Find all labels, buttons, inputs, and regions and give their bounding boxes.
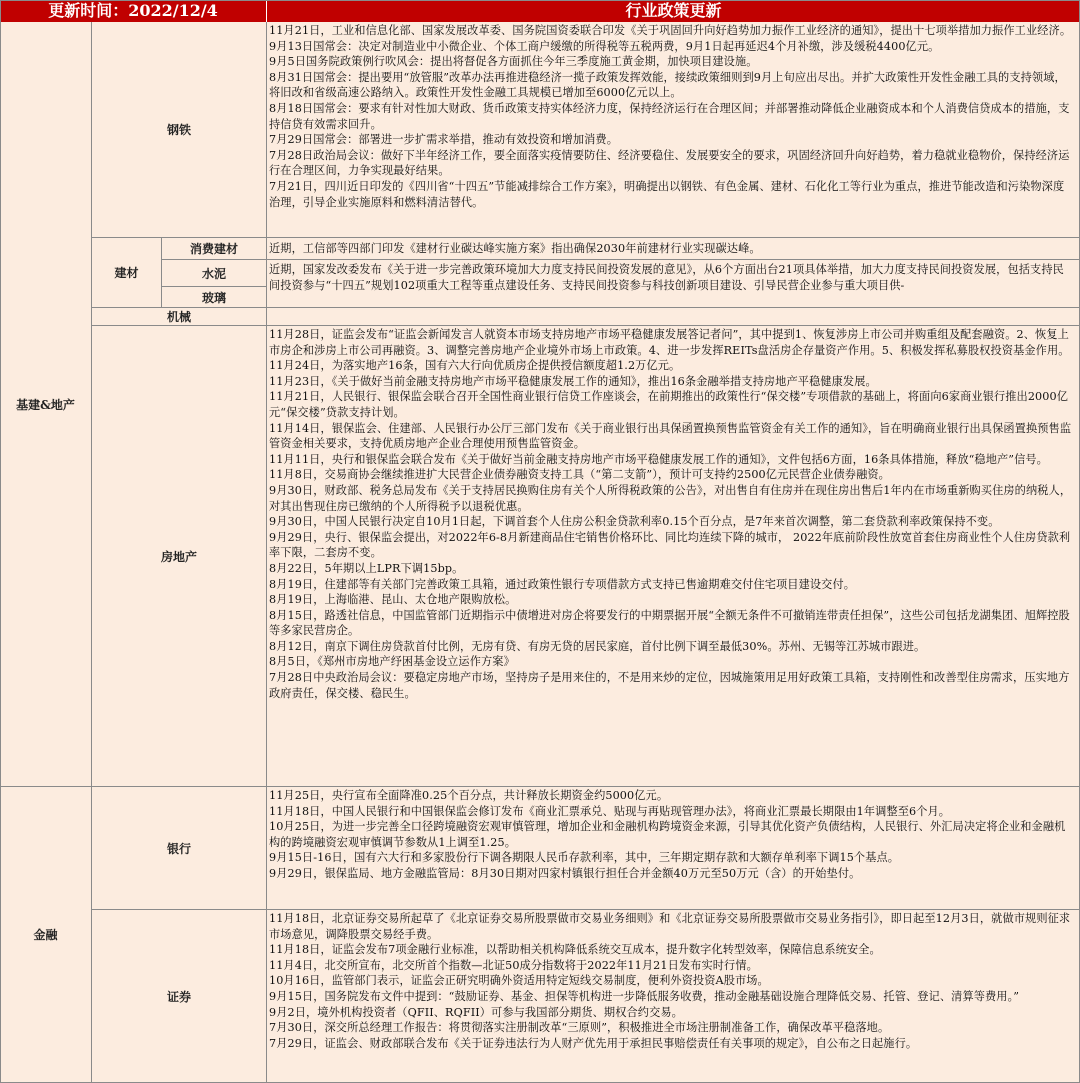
policy-item: 9月30日，中国人民银行决定自10月1日起，下调首套个人住房公积金贷款利率0.15个百分点，是7年来首次调整，第二套贷款利率政策保持不变。 [269, 515, 1000, 529]
policy-item: 11月24日，为落实地产16条，国有六大行向优质房企提供授信额度超1.2万亿元。 [269, 359, 681, 373]
policy-item: 11月14日，银保监会、住建部、人民银行办公厅三部门发布《关于商业银行出具保函置换预售监管资金有关工作的通知》，旨在明确商业银行出具保函置换预售监管资金相关要求，支持优质房地产企业合理使用预售监管资金。 [269, 421, 1072, 451]
subcategory-machinery [92, 308, 267, 326]
policy-item: 11月8日，交易商协会继续推进扩大民营企业债券融资支持工具（“第二支箭”），预计可支持约2500亿元民营企业债券融资。 [269, 468, 890, 482]
policy-item: 11月23日，《关于做好当前金融支持房地产市场平稳健康发展工作的通知》，推出16条金融举措支持房地产平稳健康发展。 [269, 374, 877, 388]
policy-item: 9月29日，央行、银保监会提出，对2022年6-8月新建商品住宅销售价格环比、同比均连续下降的城市， 2022年底前阶段性放宽首套住房商业性个人住房贷款利率下限，二套房不变。 [269, 530, 1071, 560]
policy-item: 11月18日，北京证券交易所起草了《北京证券交易所股票做市交易业务细则》和《北京证券交易所股票做市交易业务指引》，即日起至12月3日，就做市规则征求市场意见，调降股票交易经手费。 [269, 912, 1071, 941]
subcategory-label: 机械 [166, 310, 191, 324]
policy-item: 8月22日，5年期以上LPR下调15bp。 [269, 561, 464, 575]
subcategory-label: 钢铁 [166, 123, 191, 137]
policy-item: 8月12日，南京下调住房贷款首付比例，无房有贷、有房无贷的居民家庭，首付比例下调至最低30%。苏州、无锡等江苏城市跟进。 [269, 639, 926, 653]
policy-item: 7月29日，证监会、财政部联合发布《关于证券违法行为人财产优先用于承担民事赔偿责任有关事项的规定》，自公布之日起施行。 [269, 1036, 918, 1050]
policy-item: 10月16日，监管部门表示，证监会正研究明确外资适用特定短线交易制度，便利外资投资A股市场。 [269, 974, 769, 988]
policy-item: 7月21日，四川近日印发的《四川省“十四五”节能减排综合工作方案》，明确提出以钢铁、有色金属、建材、石化化工等行业为重点，推进节能改造和污染物深度治理，引导企业实施原料和燃料清洁替代。 [269, 179, 1065, 209]
policy-item: 11月11日，央行和银保监会联合发布《关于做好当前金融支持房地产市场平稳健康发展工作的通知》，文件包括6方面，16条具体措施，释放“稳地产”信号。 [269, 452, 1048, 466]
subcategory-glass [162, 287, 267, 308]
update-time-header: 更新时间：2022/12/4 [0, 0, 267, 22]
policy-item: 11月21日，人民银行、银保监会联合召开全国性商业银行信贷工作座谈会，在前期推出的政策性行“保交楼”专项借款的基础上，将面向6家商业银行推出2000亿元“保交楼”贷款支持计划。 [269, 390, 1069, 419]
real-estate-policies [267, 326, 1080, 787]
subcategory-building-materials [92, 238, 162, 308]
policy-item: 8月18日国常会：要求有针对性加大财政、货币政策支持实体经济力度，保持经济运行在合理区间；并部署推动降低企业融资成本和个人消费信贷成本的措施，支持信贷有效需求回升。 [269, 101, 1070, 131]
policy-item: 7月30日，深交所总经理工作报告：将贯彻落实注册制改革“三原则”，积极推进全市场注册制准备工作，确保改革平稳落地。 [269, 1021, 890, 1035]
policy-item: 8月15日，路透社信息，中国监管部门近期指示中债增进对房企将要发行的中期票据开展“全额无条件不可撤销连带责任担保”，这些公司包括龙湖集团、旭辉控股等多家民营房企。 [269, 608, 1070, 638]
category-infra-realestate [0, 22, 92, 787]
policy-item: 7月29日国常会：部署进一步扩需求举措，推动有效投资和增加消费。 [269, 133, 618, 147]
policy-item: 9月30日，财政部、税务总局发布《关于支持居民换购住房有关个人所得税政策的公告》，对出售自有住房并在现住房出售后1年内在市场重新购买住房的纳税人，对其出售现住房已缴纳的个人所得税予以退税优惠。 [269, 483, 1072, 513]
subcategory-label: 消费建材 [189, 242, 238, 256]
subcategory-label: 房地产 [160, 549, 197, 564]
subcategory-real-estate [92, 326, 267, 787]
subcategory-label: 建材 [114, 266, 139, 280]
policy-item: 11月28日，证监会发布“证监会新闻发言人就资本市场支持房地产市场平稳健康发展答记者问”，其中提到1、恢复涉房上市公司并购重组及配套融资。2、恢复上市房企和涉房上市公司再融资。3、调整完善房地产企业境外市场上市政策。4、进一步发挥REITs盘活房企存量资产作用。5、积极发挥私募股权投资基金作用。 [269, 328, 1070, 357]
banking-policies [267, 787, 1080, 910]
policy-item: 11月25日，央行宣布全面降准0.25个百分点，共计释放长期资金约5000亿元。 [269, 789, 669, 802]
policy-item: 9月29日，银保监局、地方金融监管局：8月30日期对四家村镇银行担任合并金额40万元至50万元（含）的开始垫付。 [269, 866, 861, 880]
policy-update-title: 行业政策更新 [267, 0, 1080, 22]
policy-item: 8月31日国常会：提出要用“放管服”改革办法再推进稳经济一揽子政策发挥效能，接续政策细则到9月上旬应出尽出。并扩大政策性开发性金融工具的支持领域，将旧改和省级高速公路纳入。政策性开发性金融工具规模已增加至6000亿元以上。 [269, 70, 1066, 100]
policy-item: 近期，工信部等四部门印发《建材行业碳达峰实施方案》指出确保2030年前建材行业实现碳达峰。 [269, 242, 761, 255]
policy-item: 9月15日-16日，国有六大行和多家股份行下调各期限人民币存款利率，其中，三年期定期存款和大额存单利率下调15个基点。 [269, 851, 900, 865]
policy-item: 11月18日，证监会发布7项金融行业标准，以帮助相关机构降低系统交互成本，提升数字化转型效率，保障信息系统安全。 [269, 943, 881, 957]
policy-item: 9月5日国务院政策例行吹风会：提出将督促各方面抓住今年三季度施工黄金期，加快项目建设施。 [269, 55, 758, 69]
steel-policies [267, 22, 1080, 238]
category-finance [0, 787, 92, 1083]
policy-item: 7月28日中央政治局会议：要稳定房地产市场，坚持房子是用来住的，不是用来炒的定位，因城施策用足用好政策工具箱，支持刚性和改善型住房需求，压实地方政府责任，保交楼、稳民生。 [269, 671, 1070, 700]
category-label: 金融 [33, 928, 58, 942]
policy-item: 11月21日，工业和信息化部、国家发展改革委、国务院国资委联合印发《关于巩固回升向好趋势加力振作工业经济的通知》，提出十七项举措加力振作工业经济。 [269, 24, 1072, 37]
consumer-materials-policy [267, 238, 1080, 260]
policy-item: 9月15日，国务院发布文件中提到：“鼓励证券、基金、担保等机构进一步降低服务收费，推动金融基础设施合理降低交易、托管、登记、清算等费用。” [269, 989, 1020, 1003]
policy-item: 8月5日，《郑州市房地产纾困基金设立运作方案》 [269, 655, 515, 669]
policy-item: 近期，国家发改委发布《关于进一步完善政策环境加大力度支持民间投资发展的意见》，从6个方面出台21项具体举措，加大力度支持民间投资发展，包括支持民间投资参与“十四五”规划102项重大工程等重点建设任务、支持民间投资参与科技创新项目建设、引导民营企业参与重大项目供- [269, 263, 1064, 292]
policy-item: 9月13日国常会：决定对制造业中小微企业、个体工商户缓缴的所得税等五税两费，9月1日起再延迟4个月补缴，涉及缓税4400亿元。 [269, 39, 940, 53]
subcategory-consumer-materials [162, 238, 267, 260]
subcategory-cement [162, 260, 267, 287]
subcategory-label: 水泥 [201, 266, 226, 281]
securities-policies [267, 910, 1080, 1083]
subcategory-label: 玻璃 [201, 290, 226, 305]
machinery-policy [267, 308, 1080, 326]
policy-item: 10月25日，为进一步完善全口径跨境融资宏观审慎管理，增加企业和金融机构跨境资金来源，引导其优化资产负债结构，人民银行、外汇局决定将企业和金融机构的跨境融资宏观审慎调节参数从1上调至1.25。 [269, 820, 1066, 849]
subcategory-steel [92, 22, 267, 238]
policy-item: 11月4日，北交所宣布，北交所首个指数—北证50成分指数将于2022年11月21日发布实时行情。 [269, 958, 758, 972]
subcategory-label: 银行 [166, 841, 191, 856]
policy-item: 11月18日，中国人民银行和中国银保监会修订发布《商业汇票承兑、贴现与再贴现管理办法》，将商业汇票最长期限由1年调整至6个月。 [269, 804, 951, 818]
cement-glass-policy [267, 260, 1080, 308]
policy-item: 8月19日，上海临港、昆山、太仓地产限购放松。 [269, 593, 517, 607]
category-label: 基建&地产 [16, 397, 75, 412]
subcategory-securities [92, 910, 267, 1083]
policy-item: 9月2日，境外机构投资者（QFII、RQFII）可参与我国部分期货、期权合约交易。 [269, 1005, 683, 1019]
subcategory-label: 证券 [166, 989, 191, 1004]
policy-item: 8月19日，住建部等有关部门完善政策工具箱，通过政策性银行专项借款方式支持已售逾期难交付住宅项目建设交付。 [269, 577, 856, 591]
policy-item: 7月28日政治局会议：做好下半年经济工作，要全面落实疫情要防住、经济要稳住、发展要安全的要求，巩固经济回升向好趋势，着力稳就业稳物价，保持经济运行在合理区间，力争实现最好结果。 [269, 148, 1070, 178]
subcategory-banking [92, 787, 267, 910]
